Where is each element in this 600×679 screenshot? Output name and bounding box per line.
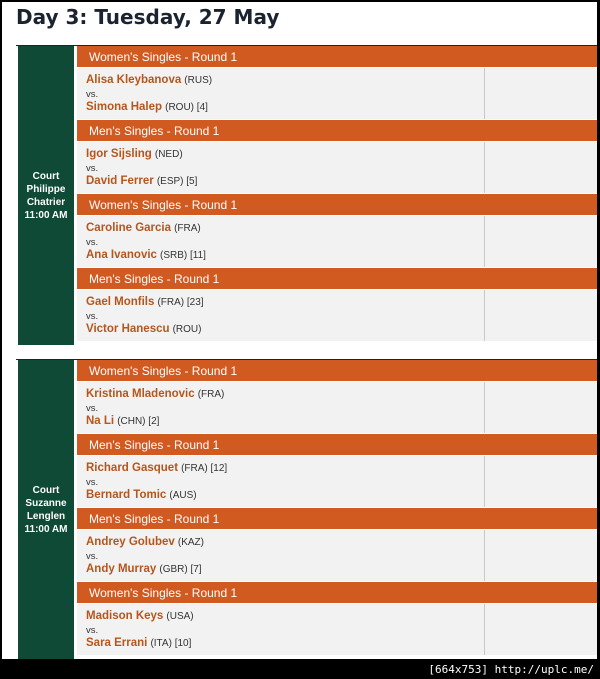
player-info: (ITA) [10] (150, 638, 192, 649)
player-info: (USA) (166, 611, 194, 622)
match-row (77, 456, 597, 508)
player-info: (FRA) (174, 223, 201, 234)
player-link[interactable]: Ana Ivanovic (86, 249, 157, 261)
court-block-suzanne-lenglen (16, 359, 597, 659)
score-divider (484, 216, 485, 267)
player-info: (RUS) (184, 75, 213, 86)
player-link[interactable]: Simona Halep (86, 101, 163, 113)
player-link[interactable]: Andy Murray (86, 563, 157, 575)
match-event-header: Women's Singles - Round 1 (77, 360, 597, 382)
versus-label: vs. (86, 477, 99, 488)
player-link[interactable]: Caroline Garcia (86, 222, 172, 234)
match-event-header: Men's Singles - Round 1 (77, 508, 597, 530)
player-link[interactable]: Madison Keys (86, 610, 164, 622)
player-info: (NED) (154, 149, 183, 160)
court-block-philippe-chatrier (16, 45, 597, 345)
player-link[interactable]: Richard Gasquet (86, 462, 179, 474)
match-event-header: Men's Singles - Round 1 (77, 120, 597, 142)
match-row (77, 290, 597, 342)
player-info: (ROU) (172, 324, 202, 335)
schedule-page (2, 2, 597, 659)
score-divider (484, 604, 485, 655)
match-row (77, 216, 597, 268)
player-link[interactable]: Alisa Kleybanova (86, 74, 182, 86)
match-row (77, 530, 597, 582)
match-event-header: Women's Singles - Round 1 (77, 46, 597, 68)
match-event-header: Men's Singles - Round 1 (77, 268, 597, 290)
versus-label: vs. (86, 237, 99, 248)
player-link[interactable]: Bernard Tomic (86, 489, 167, 501)
player-info: (CHN) [2] (117, 416, 160, 427)
court-label (18, 46, 74, 345)
player-info: (SRB) [11] (160, 250, 206, 261)
match-event-header: Women's Singles - Round 1 (77, 582, 597, 604)
score-divider (484, 530, 485, 581)
score-divider (484, 456, 485, 507)
player-link[interactable]: Andrey Golubev (86, 536, 175, 548)
match-list (77, 360, 597, 656)
player-link[interactable]: Sara Errani (86, 637, 148, 649)
court-name: Court Suzanne Lenglen (25, 485, 67, 522)
player-link[interactable]: Na Li (86, 415, 115, 427)
score-divider (484, 290, 485, 341)
court-time: 11:00 AM (24, 209, 68, 221)
player-info: (AUS) (169, 490, 197, 501)
player-info: (FRA) (197, 389, 225, 400)
player-info: (GBR) [7] (159, 564, 202, 575)
score-divider (484, 142, 485, 193)
player-link[interactable]: Gael Monfils (86, 296, 155, 308)
score-divider (484, 382, 485, 433)
match-event-header: Men's Singles - Round 1 (77, 434, 597, 456)
player-info: (FRA) [23] (157, 297, 204, 308)
player-link[interactable]: David Ferrer (86, 175, 154, 187)
player-link[interactable]: Victor Hanescu (86, 323, 170, 335)
court-name: Court Philippe Chatrier (26, 170, 66, 208)
versus-label: vs. (86, 163, 99, 174)
match-row (77, 68, 597, 120)
score-divider (484, 68, 485, 119)
versus-label: vs. (86, 403, 99, 414)
player-info: (KAZ) (177, 537, 204, 548)
page-title: Day 3: Tuesday, 27 May (16, 5, 280, 29)
player-info: (FRA) [12] (181, 463, 228, 474)
match-event-header: Women's Singles - Round 1 (77, 194, 597, 216)
versus-label: vs. (86, 311, 99, 322)
player-link[interactable]: Kristina Mladenovic (86, 388, 195, 400)
court-time: 11:00 AM (24, 524, 68, 535)
player-info: (ESP) [5] (156, 176, 198, 187)
versus-label: vs. (86, 551, 99, 562)
match-row (77, 142, 597, 194)
versus-label: vs. (86, 625, 99, 636)
court-label (18, 360, 74, 659)
match-list (77, 46, 597, 342)
match-row (77, 382, 597, 434)
image-size-watermark: [664x753] http://uplc.me/ (424, 661, 598, 679)
player-info: (ROU) [4] (165, 102, 208, 113)
match-row (77, 604, 597, 656)
player-link[interactable]: Igor Sijsling (86, 148, 152, 160)
versus-label: vs. (86, 89, 99, 100)
